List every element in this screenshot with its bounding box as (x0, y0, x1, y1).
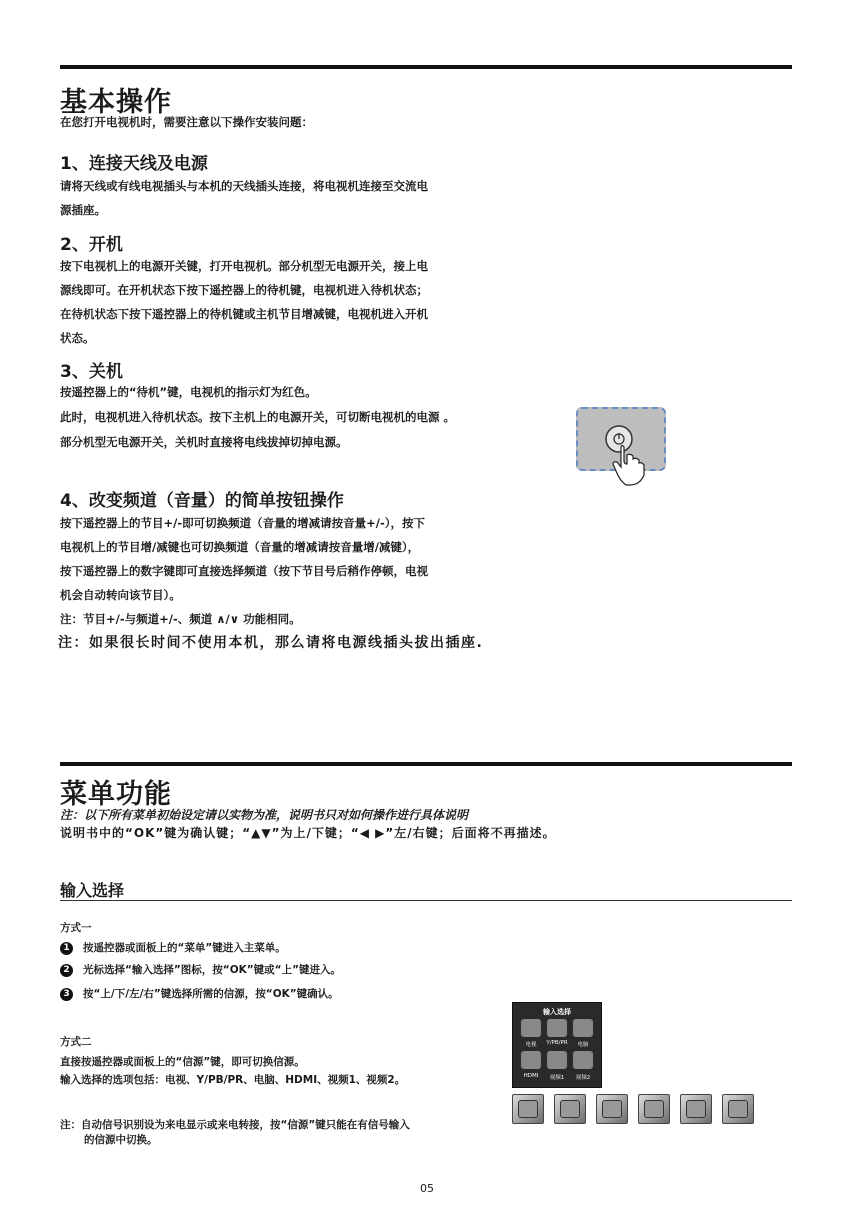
hdmi-icon (521, 1051, 541, 1069)
input-select-menu-image (512, 1002, 602, 1088)
para-line: 按下电视机上的电源开关键，打开电视机。部分机型无电源开关，接上电 (60, 259, 428, 273)
screen-icon (596, 1094, 628, 1124)
para-line: 机会自动转向该节目）。 (60, 588, 181, 602)
menu-label: 视频1 (549, 1075, 565, 1081)
method1-step (60, 940, 286, 955)
heading-antenna: 1、连接天线及电源 (60, 154, 208, 174)
method2-line: 输入选择的选项包括：电视、Y/PB/PR、电脑、HDMI、视频1、视频2。 (60, 1074, 406, 1086)
time-icon (638, 1094, 670, 1124)
section-title-menu: 菜单功能 (60, 779, 172, 810)
sound-icon (554, 1094, 586, 1124)
step-text: 按“上/下/左/右”键选择所需的信源，按“OK”键确认。 (83, 988, 339, 1000)
menu-label: Y/PB/PR (546, 1040, 568, 1046)
method2-line: 直接按遥控器或面板上的“信源”键，即可切换信源。 (60, 1056, 305, 1068)
method1-step (60, 986, 339, 1001)
para-line: 此时，电视机进入待机状态。按下主机上的电源开关，可切断电视机的电源 。 (60, 410, 455, 424)
step-text: 光标选择“输入选择”图标，按“OK”键或“上”键进入。 (83, 964, 341, 976)
input-note-line: 的信源中切换。 (84, 1134, 158, 1146)
power-button-illustration (576, 407, 666, 471)
section-title-basic: 基本操作 (60, 87, 172, 118)
para-line: 源插座。 (60, 203, 106, 217)
input-select-rule (60, 900, 792, 901)
heading-power-off: 3、关机 (60, 362, 123, 382)
pc-icon (573, 1019, 593, 1037)
setup-icon (680, 1094, 712, 1124)
para-line: 按遥控器上的“待机”键，电视机的指示灯为红色。 (60, 385, 317, 399)
para-line: 部分机型无电源开关，关机时直接将电线拔掉切掉电源。 (60, 435, 348, 449)
para-line: 按下遥控器上的数字键即可直接选择频道（按下节目号后稍作停顿，电视 (60, 564, 428, 578)
menu-label: 电脑 (577, 1042, 589, 1048)
para-line: 状态。 (60, 331, 95, 345)
top-rule (60, 65, 792, 69)
menu-label: 视频2 (575, 1075, 591, 1081)
para-line: 电视机上的节目增/减键也可切换频道（音量的增减请按音量增/减键）， (60, 540, 420, 554)
step-number: 3 (60, 988, 73, 1001)
step-number: 1 (60, 942, 73, 955)
heading-power-on: 2、开机 (60, 235, 123, 255)
component-icon (547, 1019, 567, 1037)
intro-text: 在您打开电视机时，需要注意以下操作安装问题： (60, 115, 313, 129)
page-number: 05 (420, 1182, 434, 1195)
input-note-line: 注：自动信号识别设为来电显示或来电转接，按“信源”键只能在有信号输入 (60, 1119, 410, 1131)
step-text: 按遥控器或面板上的“菜单”键进入主菜单。 (83, 942, 286, 954)
hand-pressing-power-icon (578, 409, 664, 489)
unplug-note: 注：如果很长时间不使用本机，那么请将电源线插头拔出插座. (58, 635, 484, 651)
para-line: 请将天线或有线电视插头与本机的天线插头连接，将电视机连接至交流电 (60, 179, 428, 193)
heading-channel-volume: 4、改变频道（音量）的简单按钮操作 (60, 491, 344, 511)
input-icon (722, 1094, 754, 1124)
input-select-title: 输入选择 (60, 881, 125, 900)
para-line: 注：节目+/-与频道+/-、频道 ∧/∨ 功能相同。 (60, 612, 301, 626)
step-number: 2 (60, 964, 73, 977)
menu-title: 输入选择 (543, 1008, 571, 1016)
para-line: 按下遥控器上的节目+/-即可切换频道（音量的增减请按音量+/-），按下 (60, 516, 425, 530)
method2-title: 方式二 (60, 1036, 92, 1048)
menu-note-keys: 说明书中的“OK”键为确认键；“▲▼”为上/下键；“◀ ▶”左/右键；后面将不再描述。 (60, 826, 556, 840)
method1-title: 方式一 (60, 922, 92, 934)
menu-label: 电视 (525, 1042, 537, 1048)
para-line: 源线即可。在开机状态下按下遥控器上的待机键，电视机进入待机状态； (60, 283, 428, 297)
para-line: 在待机状态下按下遥控器上的待机键或主机节目增减键，电视机进入开机 (60, 307, 428, 321)
menu-label: HDMI (523, 1073, 539, 1079)
menu-note-italic: 注：以下所有菜单初始设定请以实物为准，说明书只对如何操作进行具体说明 (60, 808, 469, 822)
video1-icon (547, 1051, 567, 1069)
picture-icon (512, 1094, 544, 1124)
video2-icon (573, 1051, 593, 1069)
method1-step (60, 962, 341, 977)
tv-icon (521, 1019, 541, 1037)
section-rule (60, 762, 792, 766)
